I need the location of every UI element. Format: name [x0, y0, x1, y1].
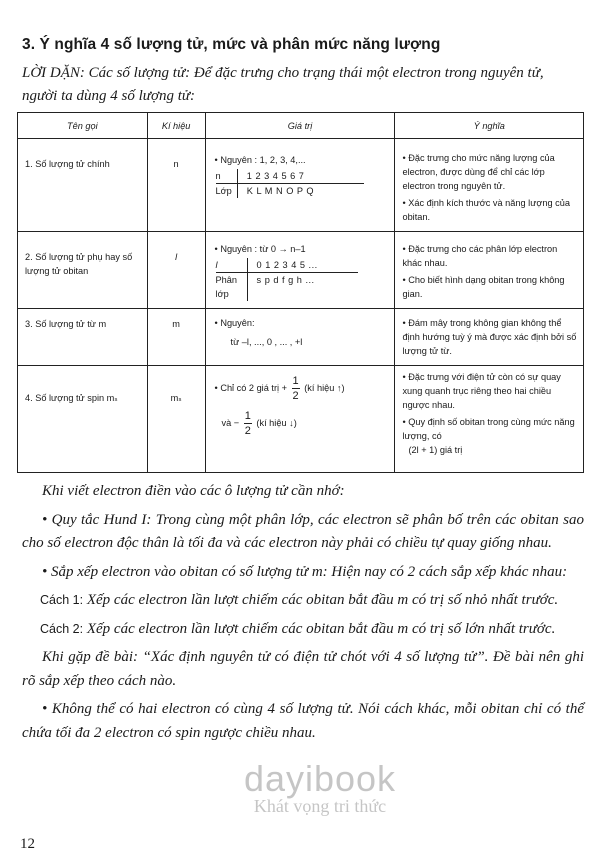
- intro-paragraph: [22, 62, 582, 108]
- value-intro: • Nguyên : từ 0 → n–1: [214, 244, 306, 254]
- row-meaning: [395, 139, 584, 232]
- watermark-main: dayibook: [243, 758, 397, 799]
- paragraph: Khi viết electron điền vào các ô lượng tử cần nhớ:: [42, 483, 345, 499]
- fraction-numerator: 1: [244, 410, 251, 422]
- fraction: [292, 374, 300, 403]
- row-value: [205, 366, 395, 473]
- table-row: [18, 139, 584, 232]
- paragraph-arrangement: • Sắp xếp electron vào obitan có số lượng tử m: Hiện nay có 2 cách sắp xếp khác nhau:: [42, 563, 568, 580]
- row-value: [205, 139, 395, 232]
- method-2-label: Cách 2:: [40, 621, 84, 636]
- spin-minus-prefix: và −: [221, 417, 240, 428]
- meaning-item: • Đặc trưng với điện tử còn có sự quay xung quanh trục riêng theo hai chiều ngược nhau.: [402, 372, 561, 410]
- row-name: 2. Số lượng tử phụ hay số lượng tử obitan: [18, 232, 148, 309]
- value-range: từ –l, ..., 0 , ... , +l: [230, 337, 303, 347]
- method-1: [22, 589, 584, 613]
- body-text: [22, 480, 584, 750]
- mini-head: l: [216, 258, 248, 273]
- header-symbol: Kí hiệu: [147, 113, 205, 139]
- value-intro: • Nguyên : 1, 2, 3, 4,...: [214, 155, 306, 165]
- row-symbol: n: [147, 139, 205, 232]
- watermark-sub: Khát vọng tri thức: [253, 796, 387, 816]
- row-name: 4. Số lượng tử spin mₛ: [18, 366, 148, 473]
- spin-value-plus: [215, 374, 391, 403]
- meaning-item: (2l + 1) giá trị: [408, 445, 463, 455]
- row-meaning: [395, 366, 584, 473]
- fraction: [244, 409, 252, 438]
- paragraph-hund-rule: • Quy tắc Hund I: Trong cùng một phân lớp, các electron sẽ phân bố trên các obitan sao cho số electron độc thân là tối đa và các electron này phải có chiều tự quay giống nhau.: [22, 511, 584, 551]
- row-symbol: m: [147, 309, 205, 366]
- meaning-item: • Đặc trưng cho mức năng lượng của electron, được dùng để chỉ các lớp electron trong nguyên tử.: [402, 153, 555, 191]
- meaning-item: • Cho biết hình dạng obitan trong không gian.: [402, 275, 565, 299]
- row-value: [205, 232, 395, 309]
- meaning-item: • Quy định số obitan trong cùng mức năng lượng, có: [402, 417, 575, 441]
- meaning-item: • Xác định kích thước và năng lượng của obitan.: [402, 198, 570, 222]
- meaning-item: • Đám mây trong không gian không thể định hướng tuỳ ý mà được xác định bởi số lượng tử từ.: [402, 318, 577, 356]
- spin-up-note: (kí hiệu ↑): [304, 382, 345, 393]
- mini-head: Lớp: [216, 184, 238, 199]
- page-number: 12: [20, 836, 35, 852]
- section-heading: 3. Ý nghĩa 4 số lượng tử, mức và phân mức năng lượng: [22, 36, 441, 53]
- mini-values: 1 2 3 4 5 6 7: [237, 169, 364, 184]
- row-symbol: l: [147, 232, 205, 309]
- row-meaning: [395, 232, 584, 309]
- spin-down-note: (kí hiệu ↓): [256, 417, 297, 428]
- method-2: [22, 618, 584, 642]
- quantum-numbers-table: [17, 112, 584, 473]
- mini-values: 0 1 2 3 4 5 ...: [247, 258, 358, 273]
- table-row: [18, 309, 584, 366]
- method-2-text: Xếp các electron lần lượt chiếm các obitan bắt đầu m có trị số lớn nhất trước.: [86, 620, 556, 637]
- fraction-numerator: 1: [292, 375, 299, 387]
- mini-head: n: [216, 169, 238, 184]
- row-meaning: [395, 309, 584, 366]
- intro-text: Các số lượng tử: Để đặc trưng cho trạng thái một electron trong nguyên tử, người ta dùng 4 số lượng tử:: [22, 65, 544, 104]
- watermark: [160, 758, 480, 817]
- paragraph-pauli: • Không thể có hai electron có cùng 4 số lượng tử. Nói cách khác, mỗi obitan chỉ có thể chứa tối đa 2 electron có spin ngược chiều nhau.: [22, 701, 584, 741]
- table-row: [18, 232, 584, 309]
- mini-table: [216, 258, 358, 301]
- intro-label: LỜI DẶN:: [22, 65, 85, 81]
- row-value: [205, 309, 395, 366]
- row-symbol: mₛ: [147, 366, 205, 473]
- mini-head: Phân lớp: [216, 273, 248, 302]
- table-header-row: [18, 113, 584, 139]
- fraction-denominator: 2: [244, 425, 251, 437]
- header-name: Tên gọi: [18, 113, 148, 139]
- row-name: 1. Số lượng tử chính: [18, 139, 148, 232]
- method-1-label: Cách 1:: [40, 593, 84, 607]
- meaning-item: • Đặc trưng cho các phân lớp electron khác nhau.: [402, 244, 558, 268]
- value-intro: • Nguyên:: [214, 318, 255, 328]
- fraction-denominator: 2: [292, 390, 299, 402]
- spin-value-minus: [215, 409, 391, 438]
- paragraph-exam-note: Khi gặp đề bài: “Xác định nguyên tử có điện tử chót với 4 số lượng tử”. Đề bài nên ghi rõ sắp xếp theo cách nào.: [22, 649, 584, 689]
- header-value: Giá trị: [205, 113, 395, 139]
- row-name: 3. Số lượng tử từ m: [18, 309, 148, 366]
- table-row: [18, 366, 584, 473]
- mini-table: [216, 169, 365, 198]
- mini-values: s p d f g h ...: [256, 275, 315, 285]
- header-meaning: Ý nghĩa: [395, 113, 584, 139]
- method-1-text: Xếp các electron lần lượt chiếm các obitan bắt đầu m có trị số nhỏ nhất trước.: [86, 592, 559, 608]
- spin-plus-prefix: • Chỉ có 2 giá trị +: [214, 382, 287, 393]
- mini-values: K L M N O P Q: [246, 186, 315, 196]
